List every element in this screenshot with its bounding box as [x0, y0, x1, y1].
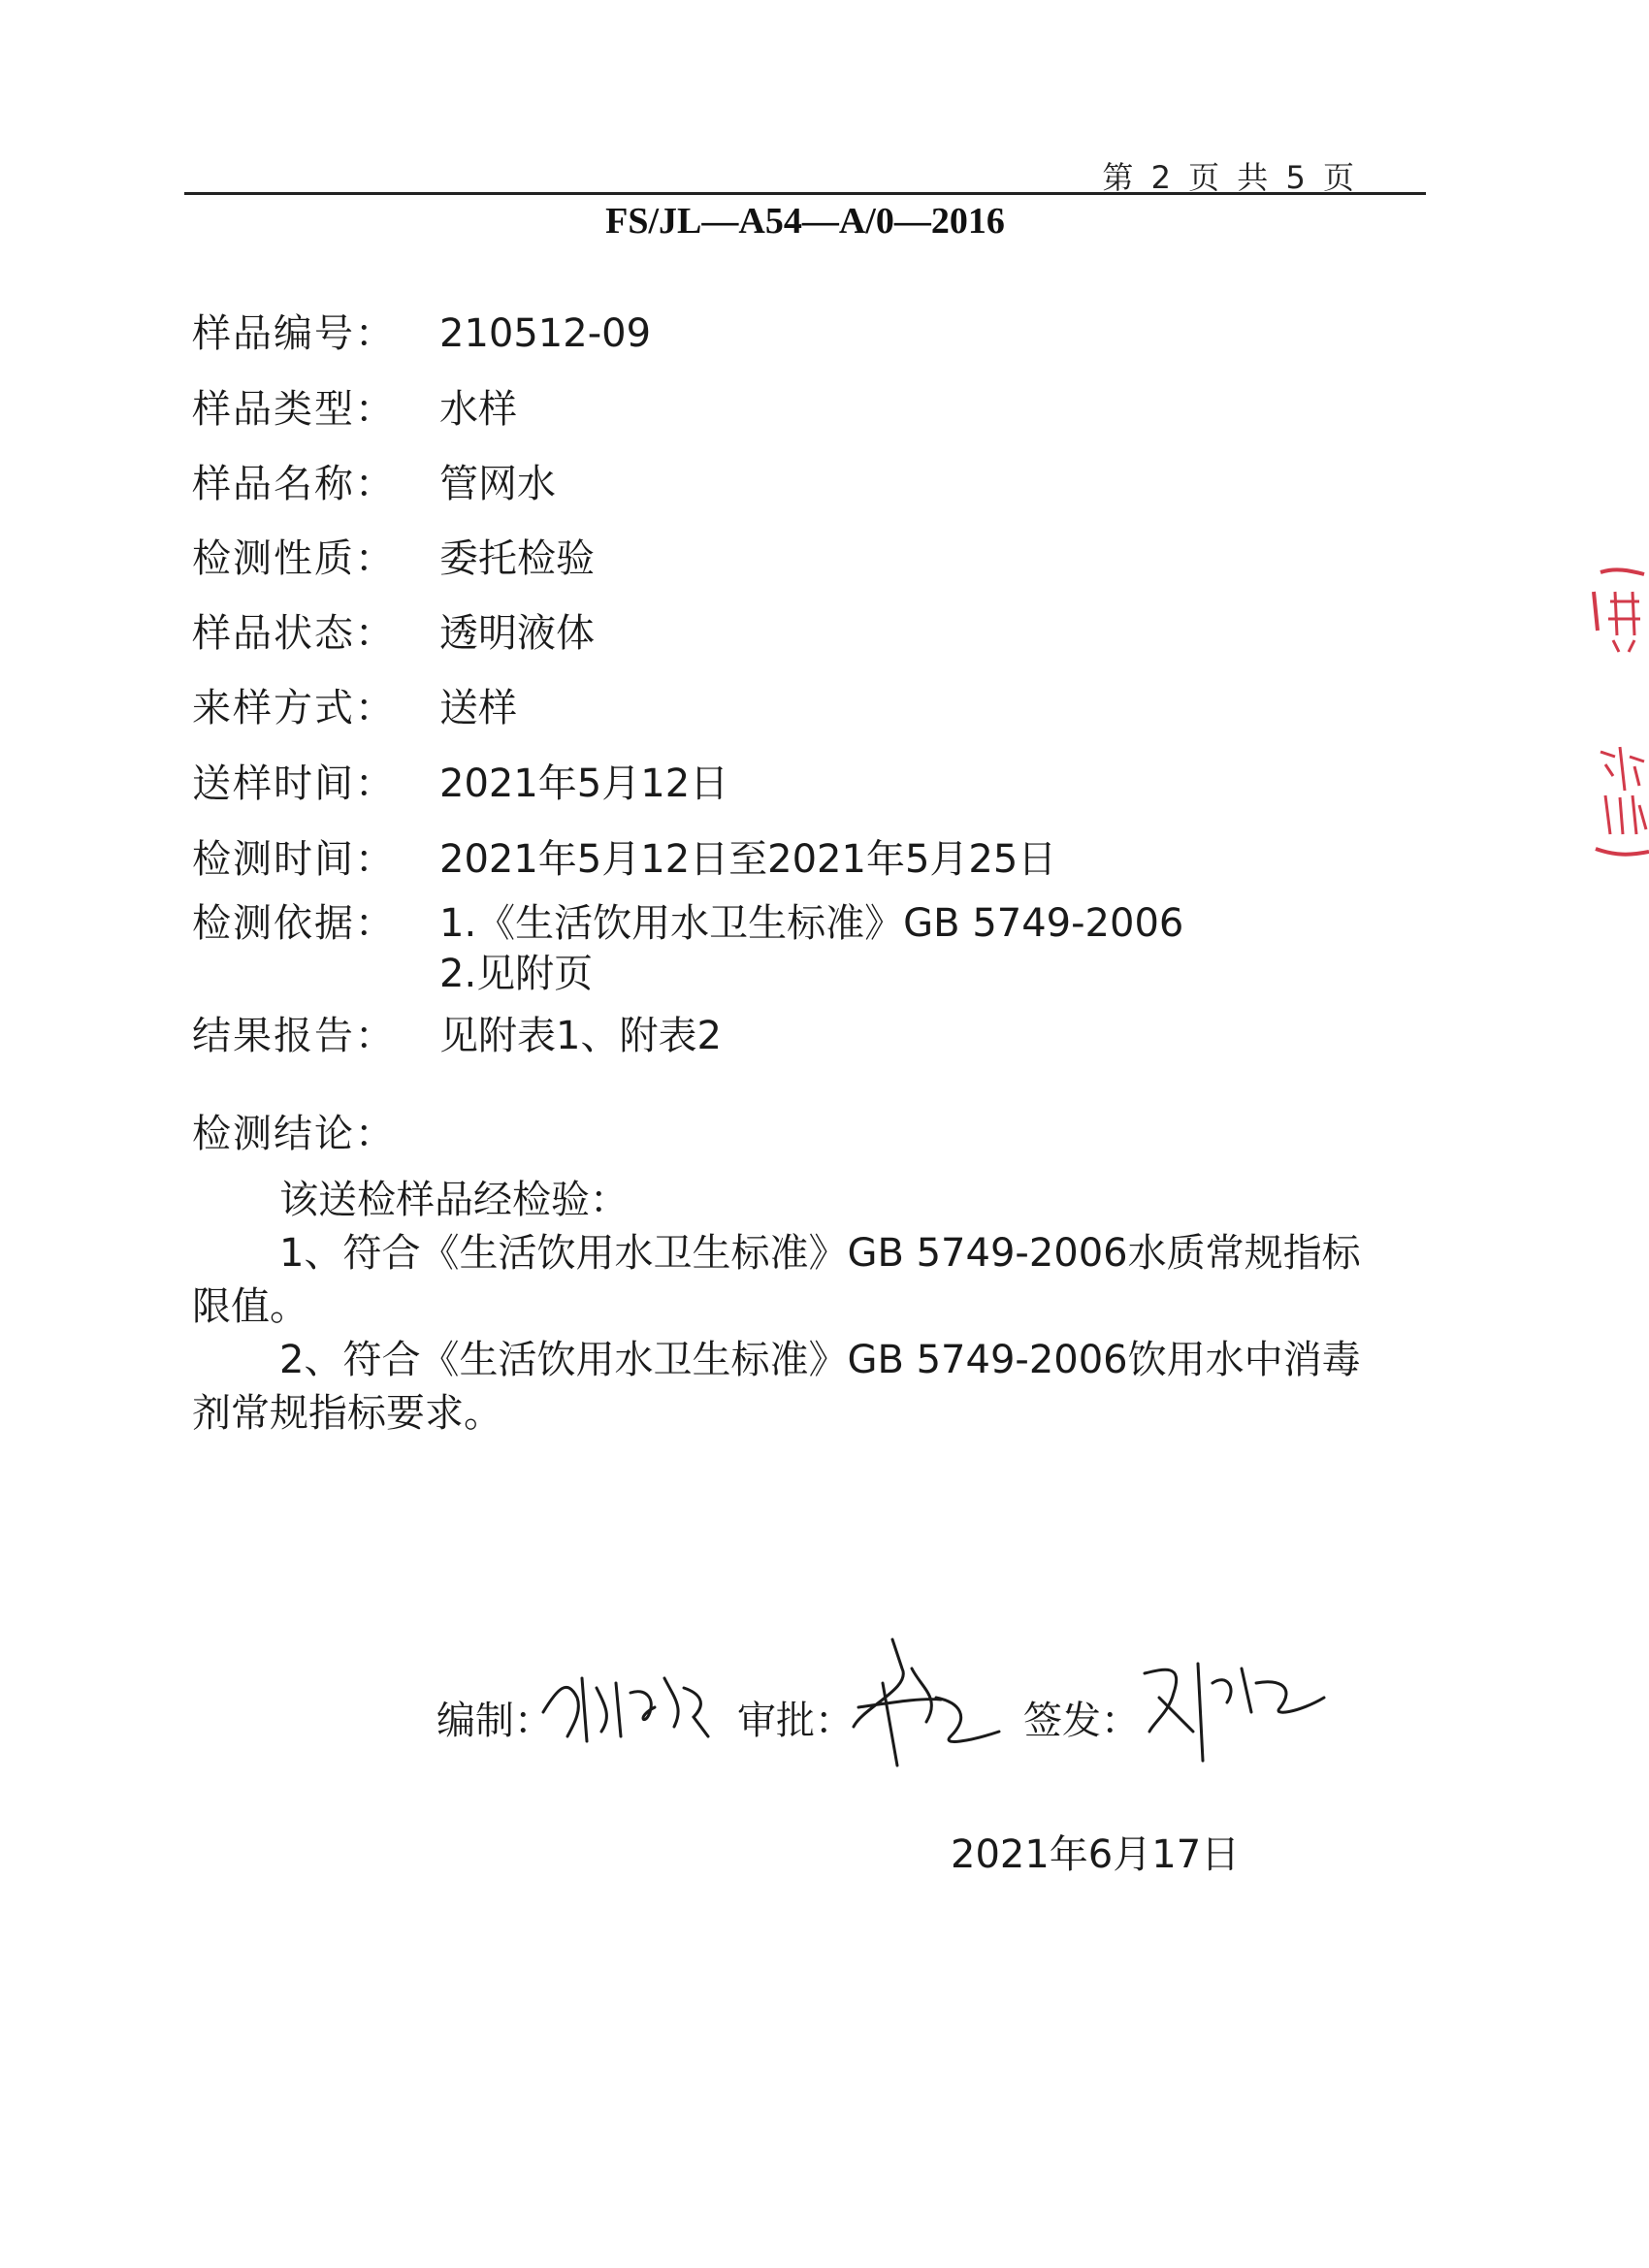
page-indicator: 第 2 页 共 5 页 [1102, 159, 1358, 196]
field-label: 检测性质： [192, 536, 396, 581]
field-delivery-date [192, 759, 1414, 834]
field-value: 水样 [439, 387, 517, 432]
prepared-by-label: 编制： [436, 1699, 553, 1743]
conclusion-label: 检测结论： [192, 1112, 396, 1156]
conclusion-item: 2、符合《生活饮用水卫生标准》GB 5749-2006饮用水中消毒剂常规指标要求。 [192, 1338, 1361, 1436]
sign-date: 2021年6月17日 [951, 1832, 1241, 1877]
page-header [184, 146, 1426, 195]
field-sampling-method [192, 683, 1414, 759]
document-code: FS/JL—A54—A/0—2016 [605, 201, 1005, 242]
basis-line: 1.《生活饮用水卫生标准》GB 5749-2006 [439, 901, 1184, 946]
field-test-period [192, 834, 1414, 898]
field-result-report [192, 1011, 1414, 1071]
sample-info-fields [192, 308, 1414, 1071]
field-test-basis [192, 898, 1414, 1011]
field-value: 2021年5月12日至2021年5月25日 [439, 837, 1057, 882]
field-label: 送样时间： [192, 761, 396, 806]
conclusion-item: 1、符合《生活饮用水卫生标准》GB 5749-2006水质常规指标限值。 [192, 1231, 1361, 1329]
field-value: 委托检验 [439, 536, 595, 581]
seal-fragment-bottom [1576, 737, 1649, 863]
field-value: 透明液体 [439, 611, 595, 656]
field-value: 2021年5月12日 [439, 761, 729, 806]
field-label: 样品编号： [192, 311, 396, 356]
seal-fragment-top [1576, 563, 1649, 669]
field-label: 检测时间： [192, 837, 396, 882]
conclusion-section [192, 1108, 1395, 1441]
conclusion-lead: 该送检样品经检验： [279, 1178, 629, 1222]
issued-by-signature [1135, 1644, 1329, 1770]
field-label: 样品类型： [192, 387, 396, 432]
field-label: 样品状态： [192, 611, 396, 656]
field-sample-type [192, 384, 1414, 459]
field-value: 见附表1、附表2 [439, 1014, 722, 1058]
signature-block [436, 1630, 1358, 1775]
field-test-nature [192, 534, 1414, 608]
field-label: 结果报告： [192, 1014, 396, 1058]
field-value: 210512-09 [439, 311, 652, 356]
field-sample-number [192, 308, 1414, 384]
field-label: 样品名称： [192, 462, 396, 506]
field-value: 送样 [439, 686, 517, 730]
approved-by-signature [844, 1630, 1009, 1775]
field-label: 来样方式： [192, 686, 396, 730]
basis-line: 2.见附页 [439, 952, 594, 996]
field-sample-name [192, 459, 1414, 534]
field-sample-state [192, 608, 1414, 683]
approved-by-label: 审批： [737, 1699, 854, 1743]
field-label: 检测依据： [192, 901, 396, 946]
issued-by-label: 签发： [1023, 1699, 1140, 1743]
prepared-by-signature [538, 1659, 723, 1746]
field-value: 管网水 [439, 462, 556, 506]
field-value [439, 898, 1414, 1011]
